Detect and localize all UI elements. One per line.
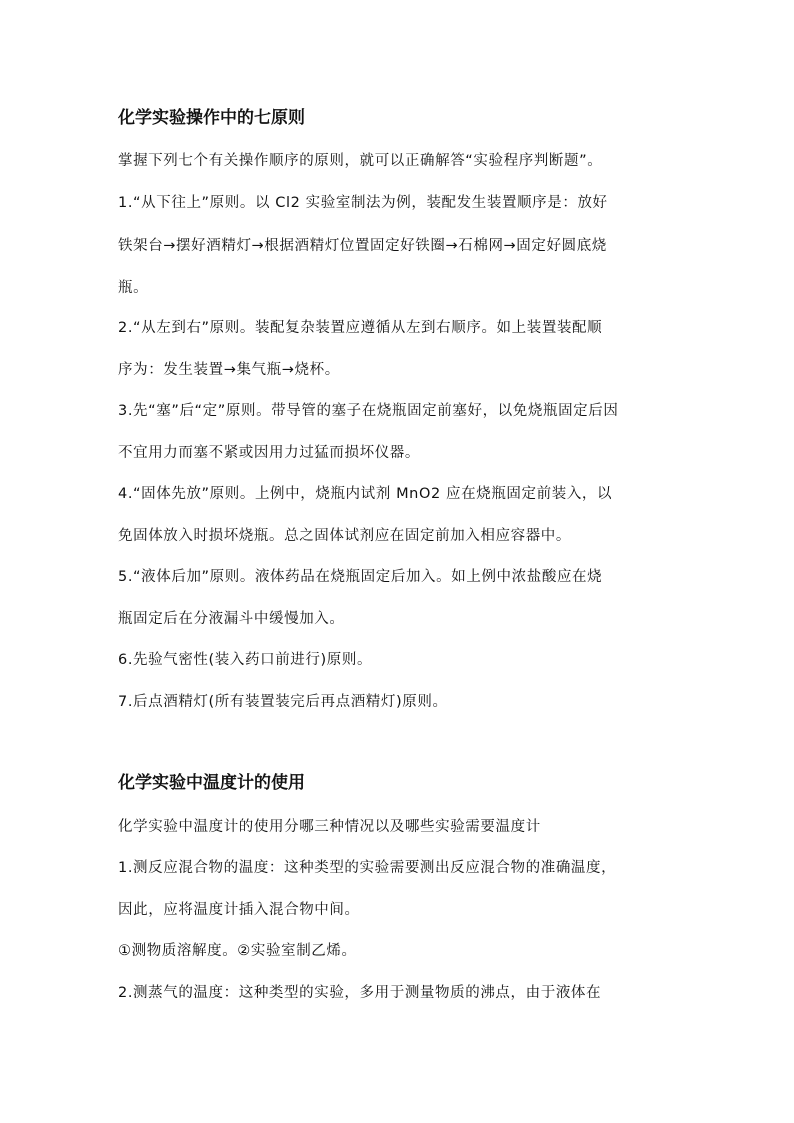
- section1-line-6: 序为：发生装置→集气瓶→烧杯。: [118, 362, 340, 378]
- section2-line-2: 1.测反应混合物的温度：这种类型的实验需要测出反应混合物的准确温度，: [118, 860, 617, 876]
- section2-line-1: 化学实验中温度计的使用分哪三种情况以及哪些实验需要温度计: [118, 819, 541, 835]
- section1-line-7: 3.先“塞”后“定”原则。带导管的塞子在烧瓶固定前塞好，以免烧瓶固定后因: [118, 403, 619, 419]
- section2-line-5: 2.测蒸气的温度：这种类型的实验，多用于测量物质的沸点，由于液体在: [118, 985, 602, 1001]
- section1-line-10: 免固体放入时损坏烧瓶。总之固体试剂应在固定前加入相应容器中。: [118, 528, 571, 544]
- section1-line-12: 瓶固定后在分液漏斗中缓慢加入。: [118, 611, 345, 627]
- section2-line-3: 因此，应将温度计插入混合物中间。: [118, 902, 360, 918]
- section2-title: 化学实验中温度计的使用: [118, 773, 305, 793]
- section2-line-4: ①测物质溶解度。②实验室制乙烯。: [118, 943, 357, 959]
- section1-line-11: 5.“液体后加”原则。液体药品在烧瓶固定后加入。如上例中浓盐酸应在烧: [118, 569, 603, 585]
- section1-line-14: 7.后点酒精灯(所有装置装完后再点酒精灯)原则。: [118, 694, 448, 710]
- section1-line-8: 不宜用力而塞不紧或因用力过猛而损坏仪器。: [118, 445, 420, 461]
- section1-line-9: 4.“固体先放”原则。上例中，烧瓶内试剂 MnO2 应在烧瓶固定前装入，以: [118, 486, 613, 502]
- section1-line-2: 1.“从下往上”原则。以 Cl2 实验室制法为例，装配发生装置顺序是：放好: [118, 195, 608, 211]
- section1-line-5: 2.“从左到右”原则。装配复杂装置应遵循从左到右顺序。如上装置装配顺: [118, 320, 603, 336]
- section1-line-4: 瓶。: [118, 280, 149, 296]
- section1-line-1: 掌握下列七个有关操作顺序的原则，就可以正确解答“实验程序判断题”。: [118, 153, 603, 169]
- section1-title: 化学实验操作中的七原则: [118, 108, 305, 128]
- section1-line-13: 6.先验气密性(装入药口前进行)原则。: [118, 652, 373, 668]
- section1-line-3: 铁架台→摆好酒精灯→根据酒精灯位置固定好铁圈→石棉网→固定好圆底烧: [118, 238, 607, 254]
